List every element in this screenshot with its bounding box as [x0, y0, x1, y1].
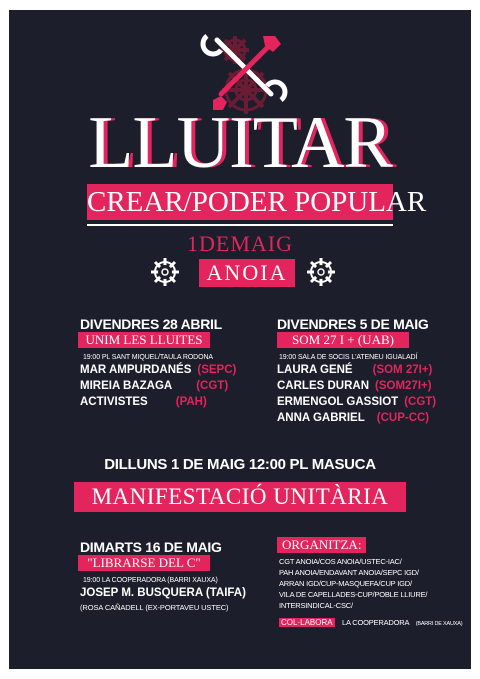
divider: [87, 224, 393, 226]
speaker-org: (CGT): [196, 380, 229, 392]
collabora-row: [279, 612, 462, 630]
poster: [9, 10, 471, 669]
speaker-name: ACTIVISTES: [80, 396, 148, 408]
speaker-row: [80, 395, 207, 409]
speaker-name: MIREIA BAZAGA: [80, 380, 173, 392]
collabora-label: COL·LABORA: [281, 618, 333, 627]
event2-title: SOM 27 I + (UAB): [277, 332, 409, 348]
event1-where: 19:00 PL SANT MIQUEL/TAULA RODONA: [83, 354, 214, 361]
demo-title: MANIFESTACIÓ UNITÀRIA: [74, 482, 406, 512]
speaker-row: [277, 411, 429, 425]
speaker-org: (CUP-CC): [376, 412, 430, 424]
organitza-line: PAH ANOIA/ENDAVANT ANOIA/SEPC IGD/: [279, 568, 419, 577]
organitza-label: ORGANITZA:: [277, 537, 366, 553]
organitza-line: CGT ANOIA/COS ANOIA/USTEC-IAC/: [279, 557, 402, 566]
poster-title: LLUITAR: [88, 102, 392, 184]
speaker-org: (SOM 27I+): [372, 364, 433, 376]
speaker-name: ERMENGOL GASSIOT: [277, 396, 399, 408]
event2-date: DIVENDRES 5 DE MAIG: [277, 316, 429, 332]
organitza-line: INTERSINDICAL-CSC/: [279, 601, 353, 610]
event3-title: "LIBRARSE DEL C": [78, 555, 210, 571]
speaker-main: JOSEP M. BUSQUERA (TAIFA): [80, 587, 246, 599]
collabora-note: (BARRI DE XAUXA): [415, 621, 463, 627]
organitza-line: ARRAN IGD/CUP-MASQUEFA/CUP IGD/: [279, 579, 412, 588]
speaker-org: (SOM27I+): [375, 380, 432, 392]
speaker-row: [277, 363, 432, 377]
speaker-name: MAR AMPURDANÉS: [80, 364, 192, 376]
gear-icon: [149, 256, 181, 288]
speaker-name: CARLES DURAN: [277, 380, 369, 392]
event3-where: 19:00 LA COOPERADORA (BARRI XAUXA): [83, 577, 218, 584]
speaker-org: (CGT): [404, 396, 437, 408]
demo-date: DILLUNS 1 DE MAIG 12:00 PL MASUCA: [104, 456, 376, 473]
organitza-line: VILA DE CAPELLADES-CUP/POBLE LLIURE/: [279, 590, 428, 599]
speaker-name: ANNA GABRIEL: [277, 412, 365, 424]
event3-date: DIMARTS 16 DE MAIG: [80, 539, 222, 555]
speaker-org: (SEPC): [197, 364, 237, 376]
speaker-row: [80, 379, 228, 393]
main-date: 1DEMAIG: [187, 231, 293, 256]
speaker-row: [277, 379, 432, 393]
speaker-row: [277, 395, 436, 409]
speaker-second: (ROSA CAÑADELL (EX-PORTAVEU USTEC): [80, 603, 229, 612]
collabora-text: LA COOPERADORA: [342, 618, 410, 627]
gear-icon: [305, 256, 337, 288]
event2-where: 19:00 SALA DE SOCIS L'ATENEU IGUALADÍ: [279, 354, 418, 361]
speaker-org: (PAH): [175, 396, 207, 408]
speaker-row: [80, 363, 236, 377]
main-place: ANOIA: [199, 259, 295, 287]
event1-title: UNIM LES LLUITES: [78, 332, 210, 348]
speaker-name: LAURA GENÉ: [277, 364, 353, 376]
event1-date: DIVENDRES 28 ABRIL: [80, 316, 222, 332]
poster-subtitle: CREAR/PODER POPULAR: [87, 186, 427, 218]
